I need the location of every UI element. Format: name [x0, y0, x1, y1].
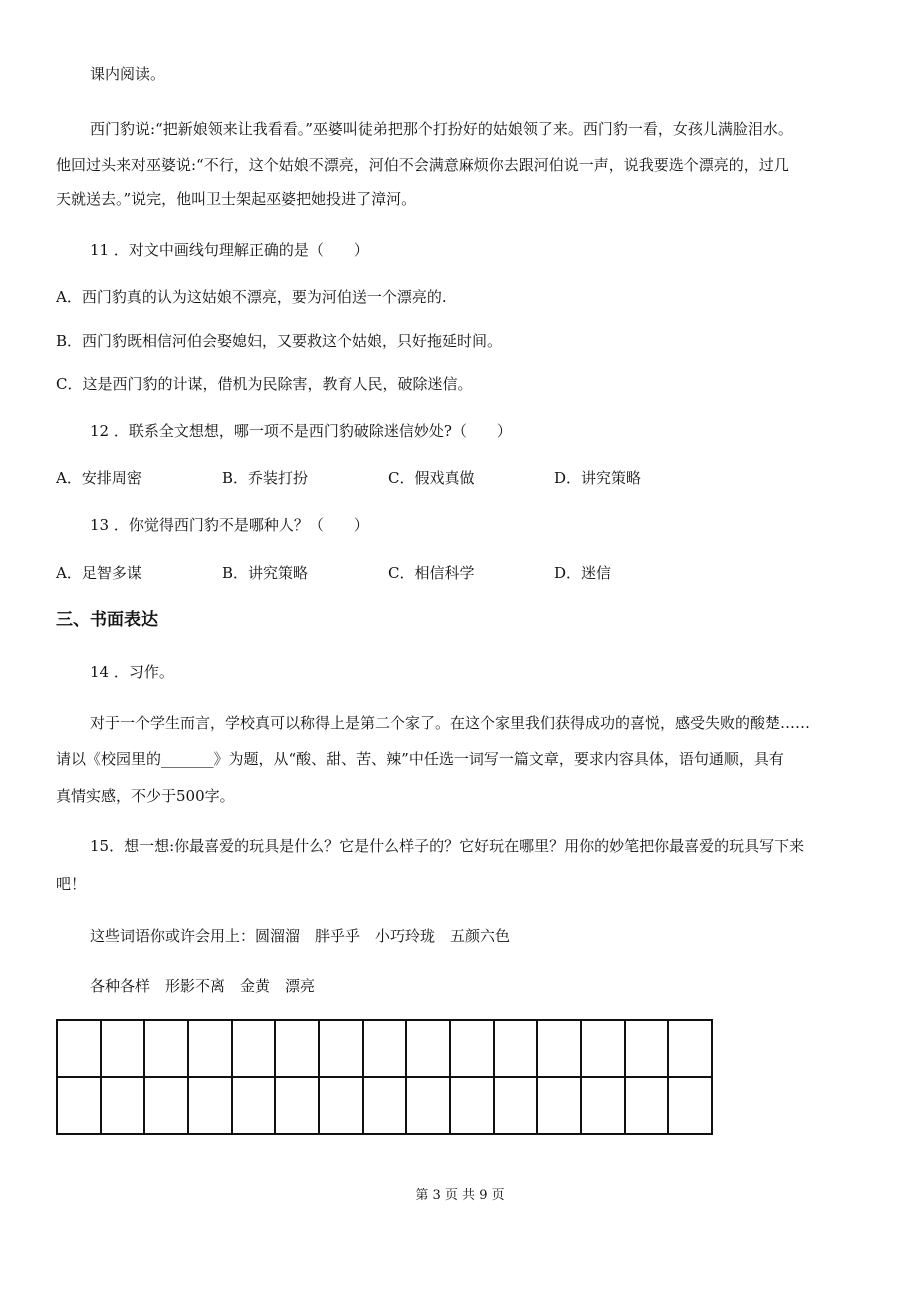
passage-line-3: 天就送去。”说完，他叫卫士架起巫婆把她投进了漳河。 [56, 190, 417, 208]
section-3-title: 三、书面表达 [56, 610, 158, 630]
q15-word-bank-2: 各种各样 形影不离 金黄 漂亮 [90, 977, 316, 995]
q13-stem: 13 ．你觉得西门豹不是哪种人？（ ） [90, 516, 369, 534]
writing-cell[interactable] [581, 1020, 625, 1077]
page-footer: 第 3 页 共 9 页 [415, 1188, 505, 1203]
q14-stem: 14 ．习作。 [90, 663, 174, 681]
writing-cell[interactable] [232, 1020, 276, 1077]
q12-stem: 12 ．联系全文想想，哪一项不是西门豹破除迷信妙处?（ ） [90, 422, 512, 440]
q11-option-c: C．这是西门豹的计谋，借机为民除害，教育人民，破除迷信。 [56, 375, 473, 393]
q11-option-a: A．西门豹真的认为这姑娘不漂亮，要为河伯送一个漂亮的. [56, 288, 447, 306]
writing-cell[interactable] [57, 1020, 101, 1077]
q15-word-bank-1: 这些词语你或许会用上：圆溜溜 胖乎乎 小巧玲珑 五颜六色 [90, 927, 511, 945]
writing-cell[interactable] [144, 1077, 188, 1134]
q13-option-d: D．迷信 [554, 564, 612, 582]
writing-cell[interactable] [494, 1020, 538, 1077]
writing-grid-row [57, 1020, 712, 1077]
writing-cell[interactable] [319, 1077, 363, 1134]
q12-option-d: D．讲究策略 [554, 469, 642, 487]
writing-cell[interactable] [625, 1020, 669, 1077]
writing-cell[interactable] [406, 1077, 450, 1134]
writing-cell[interactable] [57, 1077, 101, 1134]
passage-line-1: 西门豹说:“把新娘领来让我看看。”巫婆叫徒弟把那个打扮好的姑娘领了来。西门豹一看，女孩儿满脸泪水。 [90, 120, 793, 138]
q14-line-2: 请以《校园里的_______》为题，从“酸、甜、苦、辣”中任选一词写一篇文章，要求内容具体，语句通顺，具有 [56, 750, 784, 768]
writing-cell[interactable] [450, 1020, 494, 1077]
writing-cell[interactable] [406, 1020, 450, 1077]
writing-cell[interactable] [537, 1077, 581, 1134]
writing-grid[interactable] [56, 1019, 713, 1135]
q12-option-c: C．假戏真做 [388, 469, 475, 487]
writing-cell[interactable] [101, 1077, 145, 1134]
writing-cell[interactable] [625, 1077, 669, 1134]
writing-cell[interactable] [232, 1077, 276, 1134]
writing-cell[interactable] [450, 1077, 494, 1134]
q12-option-b: B．乔装打扮 [222, 469, 309, 487]
q11-stem: 11 ．对文中画线句理解正确的是（ ） [90, 241, 369, 259]
q14-line-3: 真情实感，不少于500字。 [56, 787, 235, 805]
writing-cell[interactable] [188, 1077, 232, 1134]
q13-option-a: A．足智多谋 [56, 564, 142, 582]
passage-line-2: 他回过头来对巫婆说:“不行，这个姑娘不漂亮，河伯不会满意麻烦你去跟河伯说一声，说我要选个漂亮的，过几 [56, 156, 789, 174]
writing-cell[interactable] [101, 1020, 145, 1077]
writing-cell[interactable] [319, 1020, 363, 1077]
intro-text: 课内阅读。 [90, 65, 166, 83]
writing-cell[interactable] [581, 1077, 625, 1134]
q14-line-1: 对于一个学生而言，学校真可以称得上是第二个家了。在这个家里我们获得成功的喜悦，感受失败的酸楚…… [90, 714, 811, 732]
q12-option-a: A．安排周密 [56, 469, 142, 487]
writing-cell[interactable] [144, 1020, 188, 1077]
q15-line-1: 15．想一想:你最喜爱的玩具是什么？它是什么样子的？它好玩在哪里？用你的妙笔把你最喜爱的玩具写下来 [90, 837, 805, 855]
writing-cell[interactable] [275, 1020, 319, 1077]
writing-cell[interactable] [494, 1077, 538, 1134]
writing-cell[interactable] [363, 1077, 407, 1134]
writing-grid-row [57, 1077, 712, 1134]
q11-option-b: B．西门豹既相信河伯会娶媳妇，又要救这个姑娘，只好拖延时间。 [56, 332, 503, 350]
writing-cell[interactable] [668, 1020, 712, 1077]
q15-line-2: 吧！ [56, 875, 87, 893]
writing-cell[interactable] [275, 1077, 319, 1134]
writing-cell[interactable] [537, 1020, 581, 1077]
q13-option-b: B．讲究策略 [222, 564, 309, 582]
q13-option-c: C．相信科学 [388, 564, 475, 582]
writing-cell[interactable] [188, 1020, 232, 1077]
writing-cell[interactable] [668, 1077, 712, 1134]
writing-cell[interactable] [363, 1020, 407, 1077]
